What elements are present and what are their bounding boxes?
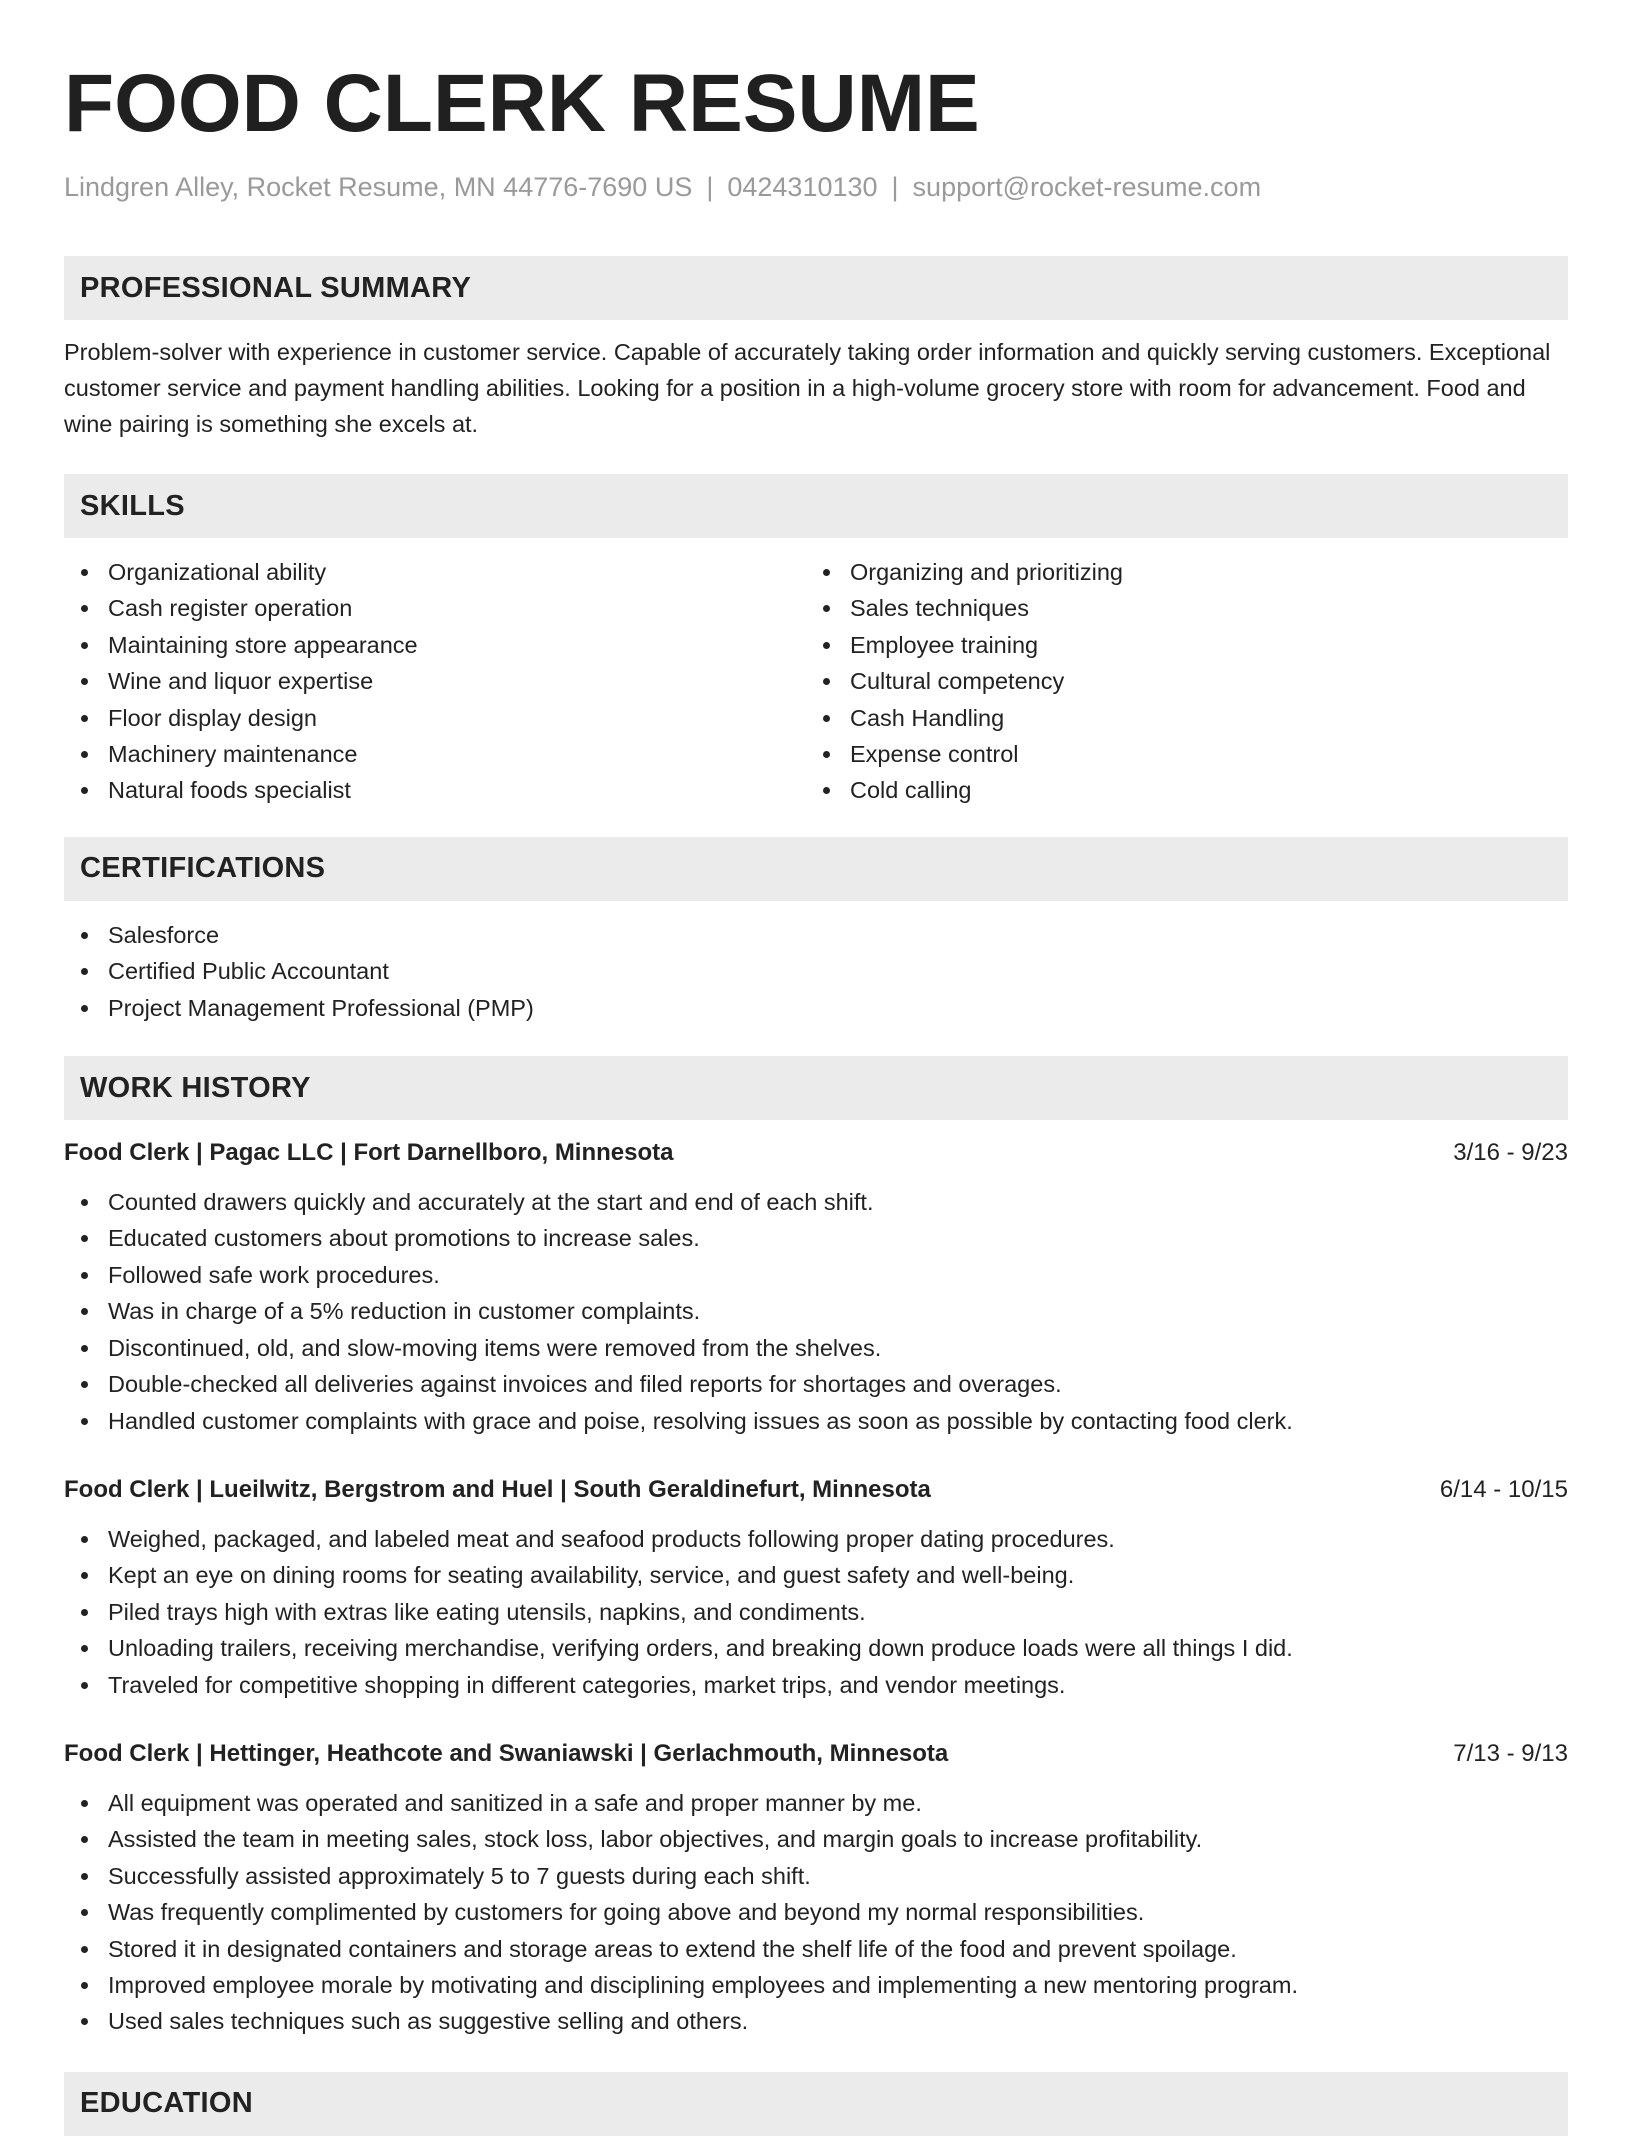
list-item: Weighed, packaged, and labeled meat and seafood products following proper dating procedures. <box>64 1521 1568 1557</box>
job-bullets <box>64 1184 1568 1439</box>
contact-separator: | <box>706 172 714 202</box>
section-header-certifications: CERTIFICATIONS <box>64 837 1568 901</box>
list-item: All equipment was operated and sanitized in a safe and proper manner by me. <box>64 1785 1568 1821</box>
contact-email[interactable]: support@rocket-resume.com <box>912 172 1262 202</box>
job-dates: 7/13 - 9/13 <box>1453 1739 1568 1767</box>
list-item: Sales techniques <box>806 590 1548 626</box>
list-item: Piled trays high with extras like eating utensils, napkins, and condiments. <box>64 1594 1568 1630</box>
job-entry <box>64 1473 1568 1703</box>
list-item: Certified Public Accountant <box>64 953 1568 989</box>
job-dates: 6/14 - 10/15 <box>1439 1475 1568 1503</box>
list-item: Employee training <box>806 627 1548 663</box>
list-item: Traveled for competitive shopping in different categories, market trips, and vendor meetings. <box>64 1667 1568 1703</box>
list-item: Assisted the team in meeting sales, stock loss, labor objectives, and margin goals to increase profitability. <box>64 1821 1568 1857</box>
list-item: Used sales techniques such as suggestive selling and others. <box>64 2003 1568 2039</box>
job-bullets <box>64 1521 1568 1703</box>
job-title: Food Clerk | Hettinger, Heathcote and Swaniawski | Gerlachmouth, Minnesota <box>64 1739 949 1767</box>
job-bullets <box>64 1785 1568 2040</box>
job-header <box>64 1473 1568 1507</box>
section-header-education: EDUCATION <box>64 2072 1568 2136</box>
list-item: Cold calling <box>806 772 1548 808</box>
list-item: Salesforce <box>64 917 1568 953</box>
skills-list-left <box>64 554 806 809</box>
list-item: Double-checked all deliveries against invoices and filed reports for shortages and overages. <box>64 1366 1568 1402</box>
list-item: Was frequently complimented by customers for going above and beyond my normal responsibilities. <box>64 1894 1568 1930</box>
list-item: Improved employee morale by motivating and disciplining employees and implementing a new mentoring program. <box>64 1967 1568 2003</box>
list-item: Successfully assisted approximately 5 to 7 guests during each shift. <box>64 1858 1568 1894</box>
list-item: Organizing and prioritizing <box>806 554 1548 590</box>
section-header-skills: SKILLS <box>64 474 1568 538</box>
job-header <box>64 1136 1568 1170</box>
list-item: Followed safe work procedures. <box>64 1257 1568 1293</box>
list-item: Cash Handling <box>806 700 1548 736</box>
list-item: Handled customer complaints with grace and poise, resolving issues as soon as possible by contacting food clerk. <box>64 1403 1568 1439</box>
job-entry <box>64 1737 1568 2040</box>
list-item: Discontinued, old, and slow-moving items were removed from the shelves. <box>64 1330 1568 1366</box>
section-header-professional-summary: PROFESSIONAL SUMMARY <box>64 256 1568 320</box>
list-item: Wine and liquor expertise <box>64 663 806 699</box>
list-item: Cash register operation <box>64 590 806 626</box>
contact-separator: | <box>891 172 899 202</box>
list-item: Stored it in designated containers and storage areas to extend the shelf life of the food and prevent spoilage. <box>64 1931 1568 1967</box>
list-item: Counted drawers quickly and accurately at the start and end of each shift. <box>64 1184 1568 1220</box>
list-item: Kept an eye on dining rooms for seating availability, service, and guest safety and well-being. <box>64 1557 1568 1593</box>
job-title: Food Clerk | Pagac LLC | Fort Darnellboro, Minnesota <box>64 1139 674 1167</box>
contact-line <box>64 170 1568 204</box>
list-item: Was in charge of a 5% reduction in customer complaints. <box>64 1293 1568 1329</box>
contact-phone: 0424310130 <box>727 172 878 202</box>
job-dates: 3/16 - 9/23 <box>1453 1139 1568 1167</box>
list-item: Educated customers about promotions to increase sales. <box>64 1220 1568 1256</box>
job-header <box>64 1737 1568 1771</box>
list-item: Expense control <box>806 736 1548 772</box>
job-entry <box>64 1136 1568 1439</box>
list-item: Machinery maintenance <box>64 736 806 772</box>
list-item: Floor display design <box>64 700 806 736</box>
resume-page <box>64 0 1568 2136</box>
summary-text: Problem-solver with experience in customer service. Capable of accurately taking order information and quickly serving customers. Exceptional customer service and payment handling abilities. Looking for a position in a high-volume grocery store with room for advancement. Food and wine pairing is something she excels at. <box>64 339 1551 437</box>
list-item: Unloading trailers, receiving merchandise, verifying orders, and breaking down produce loads were all things I did. <box>64 1630 1568 1666</box>
list-item: Organizational ability <box>64 554 806 590</box>
skills-grid <box>64 554 1568 809</box>
section-header-work-history: WORK HISTORY <box>64 1056 1568 1120</box>
certifications-list <box>64 917 1568 1026</box>
list-item: Cultural competency <box>806 663 1548 699</box>
resume-title: FOOD CLERK RESUME <box>64 58 980 149</box>
list-item: Natural foods specialist <box>64 772 806 808</box>
list-item: Maintaining store appearance <box>64 627 806 663</box>
skills-list-right <box>806 554 1548 809</box>
contact-address: Lindgren Alley, Rocket Resume, MN 44776-7690 US <box>64 172 693 202</box>
list-item: Project Management Professional (PMP) <box>64 990 1568 1026</box>
job-title: Food Clerk | Lueilwitz, Bergstrom and Huel | South Geraldinefurt, Minnesota <box>64 1475 931 1503</box>
